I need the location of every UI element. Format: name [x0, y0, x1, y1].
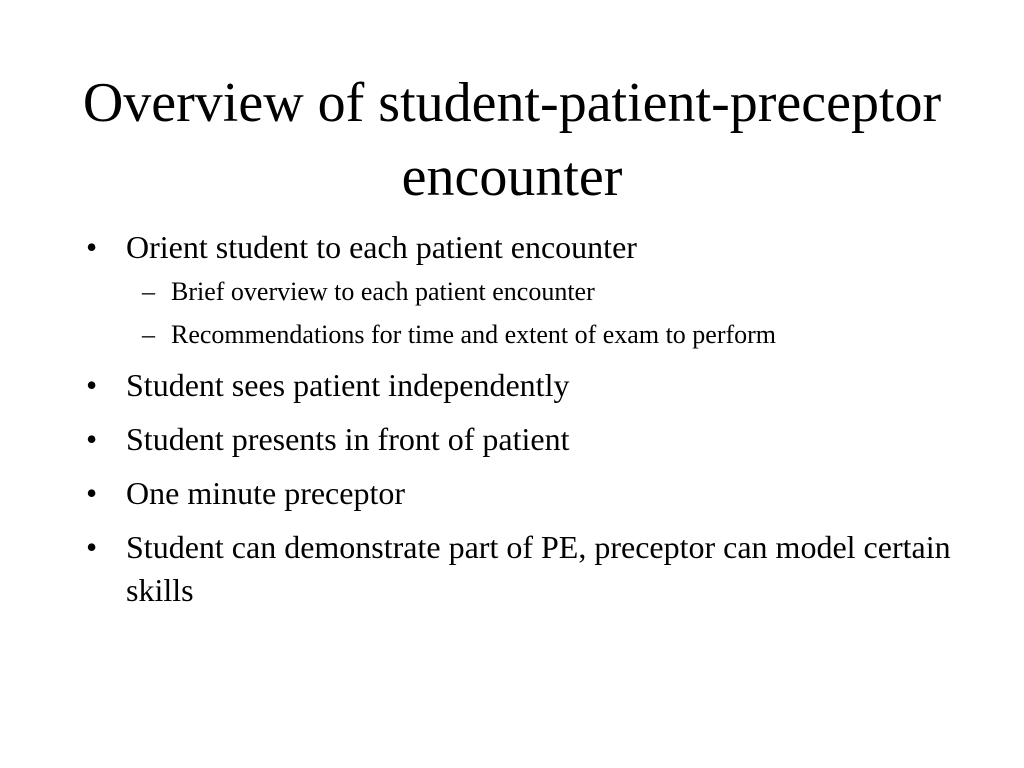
bullet-item	[86, 472, 966, 515]
sub-bullet-marker: –	[142, 320, 155, 349]
bullet-item	[86, 526, 966, 612]
bullet-marker: •	[86, 421, 98, 457]
bullet-item	[86, 226, 966, 353]
bullet-text: Student can demonstrate part of PE, preceptor can model certain skills	[126, 529, 951, 608]
bullet-text: One minute preceptor	[126, 475, 405, 511]
sub-bullet-item	[126, 316, 966, 353]
bullet-marker: •	[86, 475, 98, 511]
bullet-list	[86, 226, 966, 623]
sub-bullet-text: Recommendations for time and extent of exam to perform	[171, 320, 777, 349]
bullet-text: Student sees patient independently	[126, 367, 570, 403]
bullet-marker: •	[86, 229, 98, 265]
sub-bullet-marker: –	[142, 277, 155, 306]
bullet-text: Orient student to each patient encounter	[126, 229, 637, 265]
sub-bullet-list	[126, 273, 966, 353]
bullet-item	[86, 418, 966, 461]
bullet-marker: •	[86, 367, 98, 403]
bullet-item	[86, 364, 966, 407]
bullet-text: Student presents in front of patient	[126, 421, 570, 457]
slide-title: Overview of student-patient-preceptor encounter	[82, 72, 942, 208]
sub-bullet-text: Brief overview to each patient encounter	[171, 277, 595, 306]
bullet-marker: •	[86, 529, 98, 565]
sub-bullet-item	[126, 273, 966, 310]
